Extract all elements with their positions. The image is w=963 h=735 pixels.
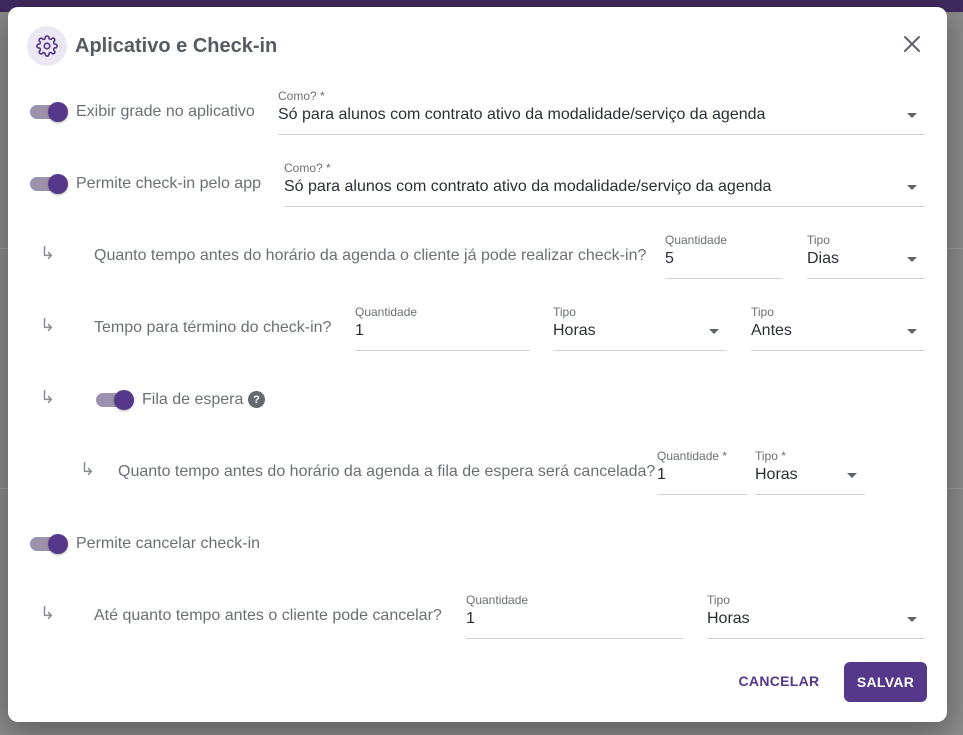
close-icon[interactable] bbox=[901, 33, 923, 55]
tipo-label: Tipo bbox=[553, 305, 576, 319]
sub-item-arrow-icon: ↳ bbox=[40, 315, 56, 335]
termino-checkin-tipo-select[interactable] bbox=[553, 305, 727, 351]
exibir-grade-como-value: Só para alunos com contrato ativo da modalidade/serviço da agenda bbox=[278, 106, 766, 123]
quantidade-label: Quantidade bbox=[355, 305, 418, 319]
dialog-header bbox=[27, 26, 277, 66]
cancelamento-fila-tipo-select[interactable] bbox=[755, 449, 865, 495]
antecedencia-checkin-tipo-select[interactable] bbox=[807, 233, 925, 279]
gear-icon bbox=[27, 26, 67, 66]
quantidade-label: Quantidade bbox=[466, 593, 529, 607]
cancel-button[interactable]: CANCELAR bbox=[738, 673, 820, 689]
permite-cancelar-toggle[interactable] bbox=[30, 533, 68, 555]
checkin-settings-dialog bbox=[8, 7, 947, 722]
termino-checkin-quantidade-input[interactable] bbox=[355, 305, 530, 351]
tipo-value: Horas bbox=[707, 610, 750, 627]
quantidade-label: Quantidade * bbox=[657, 449, 728, 463]
fila-espera-toggle[interactable] bbox=[96, 389, 134, 411]
fila-espera-label: Fila de espera bbox=[142, 391, 244, 408]
antecedencia-cancelar-tipo-select[interactable] bbox=[707, 593, 925, 639]
permite-checkin-como-label: Como? * bbox=[284, 161, 331, 175]
chevron-down-icon bbox=[709, 329, 719, 334]
tipo-value: Antes bbox=[751, 322, 792, 339]
quantidade-value: 1 bbox=[466, 610, 475, 627]
exibir-grade-como-select[interactable] bbox=[278, 89, 925, 135]
cancelamento-fila-label: Quanto tempo antes do horário da agenda a fila de espera será cancelada? bbox=[118, 463, 656, 480]
sub-item-arrow-icon: ↳ bbox=[40, 387, 56, 407]
tipo-value: Horas bbox=[755, 466, 798, 483]
antecedencia-cancelar-quantidade-input[interactable] bbox=[466, 593, 683, 639]
help-icon[interactable]: ? bbox=[248, 391, 265, 408]
chevron-down-icon bbox=[907, 185, 917, 190]
tipo-value: Dias bbox=[807, 250, 840, 267]
chevron-down-icon bbox=[907, 113, 917, 118]
sub-item-arrow-icon: ↳ bbox=[80, 459, 96, 479]
chevron-down-icon bbox=[847, 473, 857, 478]
cancelamento-fila-quantidade-input[interactable] bbox=[657, 449, 747, 495]
termino-checkin-tipo2-select[interactable] bbox=[751, 305, 925, 351]
sub-item-arrow-icon: ↳ bbox=[40, 243, 56, 263]
chevron-down-icon bbox=[907, 257, 917, 262]
save-button[interactable]: SALVAR bbox=[844, 662, 927, 702]
permite-cancelar-label: Permite cancelar check-in bbox=[76, 535, 261, 552]
tipo-label: Tipo bbox=[807, 233, 830, 247]
exibir-grade-label: Exibir grade no aplicativo bbox=[76, 103, 255, 120]
permite-checkin-label: Permite check-in pelo app bbox=[76, 175, 261, 192]
exibir-grade-como-label: Como? * bbox=[278, 89, 325, 103]
permite-checkin-como-select[interactable] bbox=[284, 161, 925, 207]
antecedencia-checkin-quantidade-input[interactable] bbox=[665, 233, 783, 279]
permite-checkin-como-value: Só para alunos com contrato ativo da modalidade/serviço da agenda bbox=[284, 178, 772, 195]
quantidade-label: Quantidade bbox=[665, 233, 728, 247]
chevron-down-icon bbox=[907, 617, 917, 622]
chevron-down-icon bbox=[907, 329, 917, 334]
antecedencia-cancelar-label: Até quanto tempo antes o cliente pode cancelar? bbox=[94, 607, 442, 624]
permite-checkin-toggle[interactable] bbox=[30, 173, 68, 195]
exibir-grade-toggle[interactable] bbox=[30, 101, 68, 123]
tipo-label: Tipo bbox=[707, 593, 730, 607]
sub-item-arrow-icon: ↳ bbox=[40, 603, 56, 623]
antecedencia-checkin-label: Quanto tempo antes do horário da agenda o cliente já pode realizar check-in? bbox=[94, 247, 647, 264]
quantidade-value: 1 bbox=[355, 322, 364, 339]
quantidade-value: 5 bbox=[665, 250, 674, 267]
tipo-value: Horas bbox=[553, 322, 596, 339]
quantidade-value: 1 bbox=[657, 466, 666, 483]
tipo-label: Tipo bbox=[751, 305, 774, 319]
tipo-label: Tipo * bbox=[755, 449, 786, 463]
dialog-title: Aplicativo e Check-in bbox=[75, 34, 278, 57]
termino-checkin-label: Tempo para término do check-in? bbox=[94, 319, 332, 336]
